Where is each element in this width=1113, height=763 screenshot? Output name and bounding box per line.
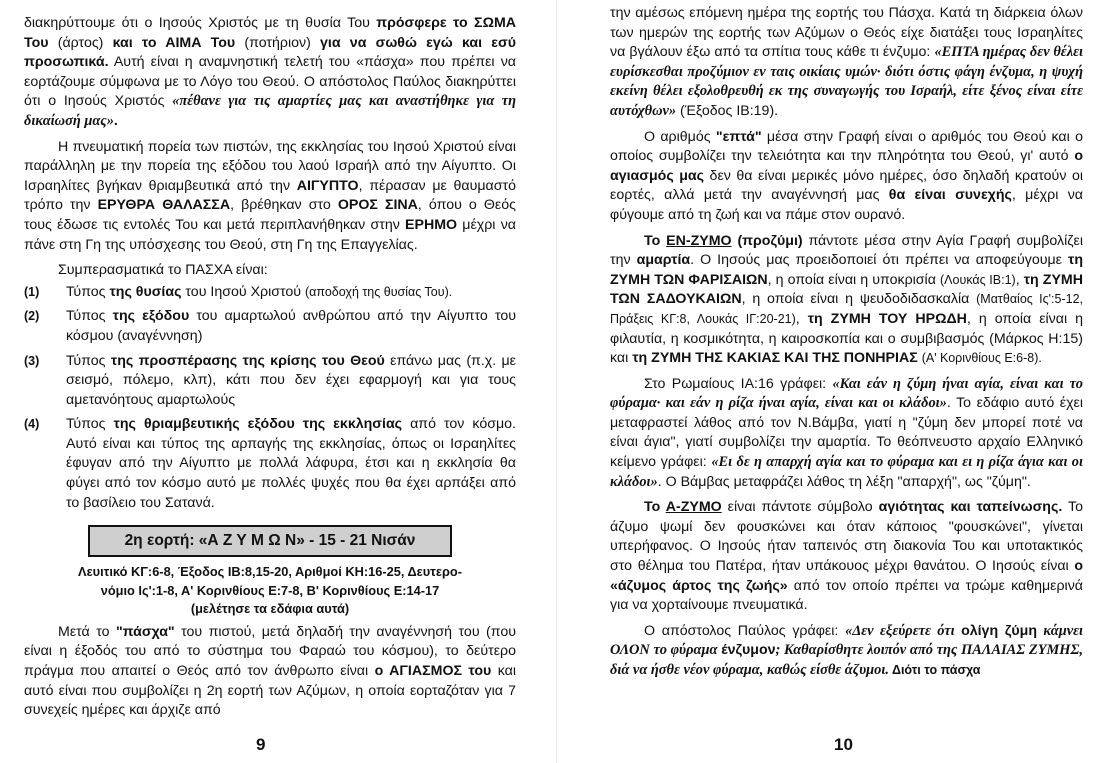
scripture-quote: «Ει δε η απαρχή αγία και το φύραμα και ει η ρίζα άγια και οι κλάδοι»	[610, 454, 1083, 490]
text-span: , η οποία είναι η φιλαυτία, η κοσμικότητα, η καιροσκοπία και ο συμβιβασμός	[610, 310, 1083, 347]
text-span: Τύπος	[66, 283, 110, 300]
conclusion-heading: Συμπερασματικά το ΠΑΣΧΑ είναι:	[58, 262, 268, 279]
bold-text: αμαρτία	[636, 252, 691, 269]
text-span: Ο απόστολος Παύλος γράφει:	[644, 622, 846, 639]
text-span: , όπου ο Θεός τους έδωσε τις εντολές Του και μετά περιπλανήθηκαν στην	[24, 197, 516, 233]
text-span: του Ιησού Χριστού	[181, 283, 306, 300]
bold-text: θα είναι συνεχής	[888, 187, 1012, 204]
bold-text: ο «άζυμος άρτος της ζωής»	[610, 558, 1083, 594]
left-page	[0, 0, 548, 763]
text-span: (άρτος)	[48, 34, 113, 51]
list-number: (3)	[24, 353, 40, 368]
text-span: , η οποία είναι η υποκρισία	[767, 271, 941, 288]
bold-text: τη ΖΥΜΗ ΤΩΝ ΣΑΔΟΥΚΑΙΩΝ	[610, 271, 1083, 308]
left-paragraph-4	[24, 623, 516, 721]
list-item	[24, 415, 516, 513]
right-paragraph-3	[610, 232, 1083, 369]
text-span: πάντοτε μέσα στην Αγία Γραφή συμβολίζει την	[610, 232, 1083, 269]
right-paragraph-5	[610, 498, 1083, 616]
bold-text: τη ΖΥΜΗ ΤΩΝ ΦΑΡΙΣΑΙΩΝ	[610, 252, 1084, 288]
list-item	[24, 307, 516, 346]
text-span: Αυτή είναι η αναμνηστική τελετή του «πάσχα» που πρέπει να εορτάζουμε σύμφωνα με το Λόγο του Θεού. Ο απόστολος Παύλος διακηρύττει ότι ο Ιησούς Χριστός	[24, 54, 516, 110]
right-paragraph-1	[610, 4, 1083, 122]
bold-text: ΕΡΥΘΡΑ ΘΑΛΑΣΣΑ	[97, 197, 231, 214]
left-paragraph-2	[24, 138, 516, 256]
references-note: (μελέτησε τα εδάφια αυτά)	[190, 601, 350, 617]
right-paragraph-2	[610, 128, 1083, 226]
right-page	[566, 0, 1113, 763]
bold-text: (προζύμι)	[731, 232, 803, 249]
text-span: Τύπος	[66, 308, 113, 325]
small-text: (Λουκάς ΙΒ:1)	[940, 272, 1016, 287]
text-span: Στο Ρωμαίους ΙΑ:16 γράφει:	[644, 375, 833, 392]
text-span: Τύπος	[66, 352, 111, 369]
text-span: μέσα στην Γραφή είναι ο αριθμός του Θεού και ο οποίος συμβολίζει την τελειότητα και την πληρότητα του Θεού, γι' αυτό	[610, 128, 1083, 165]
bold-text: πρόσφερε το ΣΩΜΑ Του	[24, 15, 517, 51]
bold-text: ολίγη ζύμη	[961, 622, 1037, 639]
page-number-left: 9	[256, 735, 266, 754]
underlined-term: ΕΝ-ΖΥΜΟ	[666, 232, 732, 249]
bold-text: ένζυμον	[721, 642, 776, 659]
scripture-quote: ; Καθαρίσθητε λοιπόν από της ΠΑΛΑΙΑΣ ΖΥΜΗΣ, διά να ήσθε νέον φύραμα, καθώς είσθε άζυμοι.	[610, 642, 1083, 678]
list-item	[24, 352, 516, 411]
text-span: , βρέθηκαν στο	[230, 197, 338, 214]
text-span: του πιστού, μετά δηλαδή την αναγέννησή του (που είναι η έξοδός του από το σύστημα του Φαραώ του κόσμου), το δεύτερο πράγμα που απαιτεί ο Θεός από τον άνθρωπο είναι	[24, 623, 516, 679]
text-span: μέχρι να πάνε στη Γη της υπόσχεσης του Θεού, στη Γη της Επαγγελίας.	[24, 216, 516, 253]
text-span: και	[610, 350, 633, 367]
bold-text: Διότι το πάσχα	[888, 663, 981, 677]
scripture-quote: «Δεν εξεύρετε ότι	[845, 622, 962, 639]
bold-text: τη ΖΥΜΗ ΤΗΣ ΚΑΚΙΑΣ ΚΑΙ ΤΗΣ ΠΟΝΗΡΙΑΣ	[632, 350, 918, 367]
left-paragraph-1	[24, 14, 516, 132]
bold-text: ΑΙΓΥΠΤΟ	[296, 177, 359, 194]
bold-text: "πάσχα"	[115, 623, 175, 640]
text-span: Ο αριθμός	[644, 128, 716, 145]
references-line: νόμιο Ις':1-8, Α' Κορινθίους Ε:7-8, Β' Κορινθίους Ε:14-17	[100, 582, 440, 598]
underlined-term: Α-ΖΥΜΟ	[665, 499, 722, 516]
text-span: , μέχρι να φύγουμε από τη ζωή και να πάμε στον ουρανό.	[610, 187, 1083, 223]
conclusion-list	[24, 283, 516, 514]
text-span: Το άζυμο ψωμί δεν φουσκώνει και όταν κάποιος "φουσκώνει", γίνεται υπερήφανος. Ο Ιησούς ήταν ταπεινός στη διακονία Του και υποτακτικός στο θέλημα του Πατέρα, ήταν υπάκουος μέχρι θανάτου. Ο Ιησούς είναι	[610, 499, 1083, 575]
bold-text: ο αγιασμός μας	[610, 148, 1083, 184]
text-span: και αυτό είναι που συμβολίζει η 2η εορτή των Αζύμων, η οποία εορταζόταν για 7 συνεχείς ημέρες και άρχιζε από	[24, 662, 516, 719]
text-span: του αμαρτωλού ανθρώπου από την Αίγυπτο του κόσμου (αναγέννηση)	[66, 308, 516, 344]
bold-text: Το	[644, 499, 666, 516]
text-span: Τύπος	[66, 416, 114, 433]
text-span: επάνω μας (π.χ. με σεισμό, πόλεμο, κλπ), κάτι που δεν έχει εφαρμογή και για τους αμετανόητους αμαρτωλούς	[66, 352, 517, 408]
bold-text: "επτά"	[715, 128, 762, 145]
feast-title-box: 2η εορτή: «Α Ζ Υ Μ Ω Ν» - 15 - 21 Νισάν	[88, 525, 452, 557]
text-span: . Το εδάφιο αυτό έχει μεταφραστεί λάθος από τον Ν.Βάμβα, γιατί η "ζύμη δεν μπορεί ποτέ να είναι άγια", γιατί συμβολίζει την αμαρτία. Το θεόπνευστο αρχαίο Ελληνικό κείμενο γράφει:	[610, 395, 1083, 471]
bold-text: της θριαμβευτικής εξόδου της εκκλησίας	[113, 416, 403, 433]
text-span: από τον οποίο πρέπει να τρώμε καθημερινά για να χορταίνουμε πνευματικά.	[610, 577, 1083, 614]
right-paragraph-6	[610, 622, 1083, 681]
bold-text: Το	[644, 232, 667, 249]
page-divider	[556, 0, 557, 763]
text-span: Η πνευματική πορεία των πιστών, της εκκλησίας του Ιησού Χριστού είναι παράλληλη με την πορεία της εξόδου του λαού Ισραήλ από την Αίγυπτο. Οι Ισραηλίτες βγήκαν θριαμβευτικά από την	[24, 138, 516, 194]
text-span: , η οποία είναι η ψευδοδιδασκαλία	[741, 291, 977, 308]
list-number: (2)	[24, 309, 40, 324]
small-text: (Α' Κορινθίους Ε:6-8).	[921, 351, 1042, 366]
text-span: την αμέσως επόμενη ημέρα της εορτής του Πάσχα. Κατά τη διάρκεια όλων των ημερών της εορτής των Αζύμων ο Θεός είχε διατάξει τους Ισραηλίτες να βγάλουν έξω από τα σπίτια τους κάθε τι ένζυμο:	[610, 5, 1083, 61]
bold-text: ο ΑΓΙΑΣΜΟΣ του	[374, 662, 492, 679]
bold-text: της εξόδου	[112, 308, 190, 325]
bold-text: .	[113, 112, 118, 129]
text-span: από τον κόσμο. Αυτό είναι και τύπος της αρπαγής της εκκλησίας, όπως οι Ισραηλίτες έφυγαν από την Αίγυπτο με πολλά λάφυρα, έτσι και η εκκλησία θα φύγει από τον κόσμο αυτό με πολλές ψυχές που θα έχει αρπάξει από το βασίλειο του Σατανά.	[66, 416, 516, 511]
scripture-quote: «Και εάν η ζύμη ήναι αγία, είναι και το φύραμα· και εάν η ρίζα ήναι αγία, είναι και οι κλάδοι»	[610, 375, 1083, 412]
text-span: διακηρύττουμε ότι ο Ιησούς Χριστός με τη θυσία Του	[24, 15, 377, 31]
scripture-quote: κάμνει ΟΛΟΝ το φύραμα	[610, 622, 1083, 659]
bold-text: της προσπέρασης της κρίσης του Θεού	[110, 352, 385, 369]
list-number: (1)	[24, 284, 40, 299]
bold-text: αγιότητας και ταπείνωσης.	[878, 499, 1063, 516]
bold-text: της θυσίας	[109, 283, 182, 300]
small-text: (αποδοχή της θυσίας Του).	[305, 284, 453, 299]
text-span: , πέρασαν με θαυμαστό τρόπο την	[24, 177, 516, 214]
text-span: είναι πάντοτε σύμβολο	[721, 499, 879, 516]
text-span: (Έξοδος ΙΒ:19).	[676, 102, 779, 119]
bold-text: για να σωθώ εγώ και εσύ προσωπικά.	[24, 34, 516, 71]
page-number-right: 10	[834, 735, 853, 754]
text-span: . Ο Ιησούς μας προειδοποιεί ότι πρέπει να αποφεύγουμε	[690, 252, 1069, 269]
bold-text: τη ΖΥΜΗ ΤΟΥ ΗΡΩΔΗ	[807, 310, 967, 327]
bold-text: και το ΑΙΜΑ Του	[112, 34, 236, 51]
scripture-quote: «ΕΠΤΑ ημέρας δεν θέλει ευρίσκεσθαι προζύμιον εν ταις οικίαις υμών· διότι όστις φάγη ένζυμα, η ψυχή εκείνη θέλει εξολοθρευθή εκ της συναγωγής του Ισραήλ, είτε ξένος είναι είτε αυτόχθων»	[610, 44, 1083, 119]
text-span: δεν θα είναι μερικές μόνο ημέρες, όσο δηλαδή κρατούν οι εορτές, αλλά μετά την αναγέννησή μας	[610, 167, 1083, 204]
text-span: Μετά το	[58, 623, 116, 640]
references-line: Λευιτικό ΚΓ:6-8, Έξοδος ΙΒ:8,15-20, Αριθμοί ΚΗ:16-25, Δευτερο-	[78, 564, 462, 580]
bold-text: ΕΡΗΜΟ	[405, 216, 458, 233]
bold-text: ΟΡΟΣ ΣΙΝΑ	[337, 197, 418, 214]
text-span: (ποτήριον)	[235, 34, 321, 51]
scripture-references	[24, 563, 516, 619]
small-text: (Ματθαίος Ις':5-12, Πράξεις ΚΓ:8, Λουκάς ΙΓ:20-21)	[610, 292, 1083, 326]
list-number: (4)	[24, 417, 40, 432]
list-item	[24, 283, 516, 303]
text-span: (Μάρκος Η:15)	[989, 330, 1083, 347]
scripture-quote: «πέθανε για τις αμαρτίες μας και αναστήθηκε για τη δικαίωσή μας»	[24, 93, 516, 129]
text-span: ,	[795, 310, 808, 327]
text-span: . Ο Βάμβας μεταφράζει λάθος τη λέξη "απαρχή", ως "ζύμη".	[657, 473, 1031, 490]
text-span: ,	[1015, 271, 1024, 288]
right-paragraph-4	[610, 375, 1083, 493]
